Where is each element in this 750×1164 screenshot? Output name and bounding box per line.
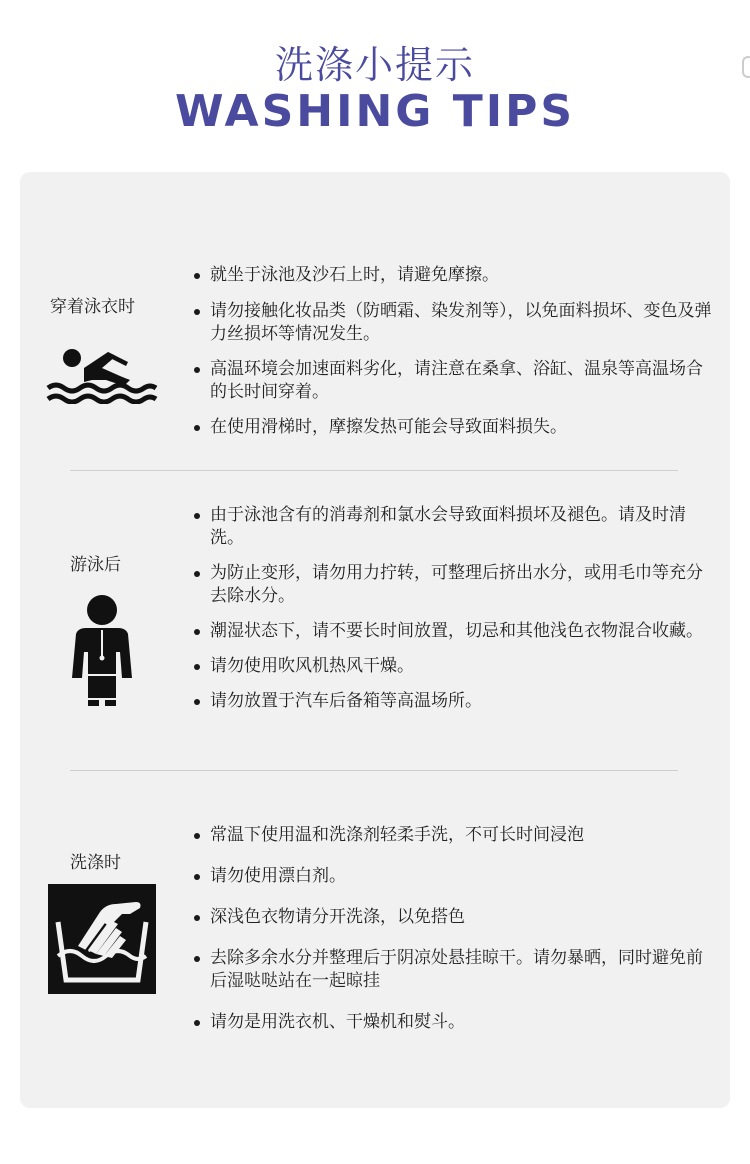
tip-item: 去除多余水分并整理后于阴凉处悬挂晾干。请勿暴晒，同时避免前后湿哒哒站在一起晾挂: [192, 947, 712, 993]
tips-panel: [20, 172, 730, 1108]
tip-item: 请勿放置于汽车后备箱等高温场所。: [192, 690, 712, 713]
tip-item: 为防止变形，请勿用力拧转，可整理后挤出水分，或用毛巾等充分去除水分。: [192, 562, 712, 608]
tip-item: 请勿使用漂白剂。: [192, 865, 712, 888]
tip-item: 由于泳池含有的消毒剂和氯水会导致面料损坏及褪色。请及时清洗。: [192, 504, 712, 550]
tip-item: 在使用滑梯时，摩擦发热可能会导致面料损失。: [192, 416, 712, 439]
section-label: 游泳后: [70, 555, 121, 575]
section-label: 穿着泳衣时: [50, 297, 135, 317]
tip-item: 常温下使用温和洗涤剂轻柔手洗，不可长时间浸泡: [192, 824, 712, 847]
tip-item: 请勿接触化妆品类（防晒霜、染发剂等），以免面料损坏、变色及弹力丝损坏等情况发生。: [192, 300, 712, 346]
title-chinese: 洗涤小提示: [274, 43, 475, 87]
tip-item: 潮湿状态下，请不要长时间放置，切忌和其他浅色衣物混合收藏。: [192, 620, 712, 643]
person-icon: [64, 594, 140, 710]
tips-list: [192, 504, 712, 713]
tip-item: 高温环境会加速面料劣化，请注意在桑拿、浴缸、温泉等高温场合的长时间穿着。: [192, 358, 712, 404]
tips-list: [192, 264, 712, 439]
tips-list: [192, 824, 712, 1034]
hand-wash-icon: [48, 884, 156, 998]
tip-item: 就坐于泳池及沙石上时，请避免摩擦。: [192, 264, 712, 287]
section-label: 洗涤时: [70, 853, 121, 873]
swimmer-icon: [46, 342, 158, 408]
tip-item: 请勿是用洗衣机、干燥机和熨斗。: [192, 1011, 712, 1034]
tip-item: 请勿使用吹风机热风干燥。: [192, 655, 712, 678]
title-english: WASHING TIPS: [174, 86, 576, 137]
section-divider: [70, 770, 678, 771]
tip-item: 深浅色衣物请分开洗涤，以免搭色: [192, 906, 712, 929]
section-divider: [70, 470, 678, 471]
edge-mark: [742, 56, 750, 78]
